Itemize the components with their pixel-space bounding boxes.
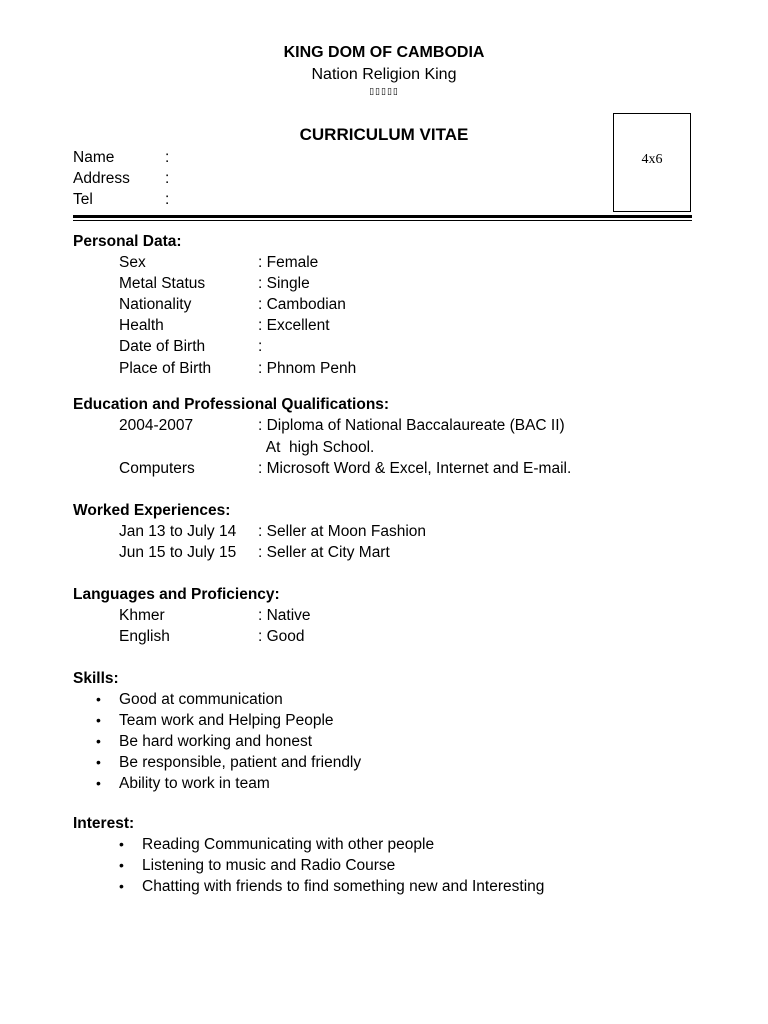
field-label: English bbox=[119, 628, 170, 645]
header-divider-thick bbox=[73, 215, 692, 218]
field-value: : Female bbox=[258, 254, 319, 271]
skill-text: Ability to work in team bbox=[119, 775, 270, 792]
national-motto: Nation Religion King bbox=[311, 66, 457, 83]
section-title-languages: Languages and Proficiency: bbox=[73, 586, 280, 603]
field-label: Computers bbox=[119, 460, 195, 477]
bullet-icon: • bbox=[96, 691, 101, 707]
field-value: : Microsoft Word & Excel, Internet and E-mail. bbox=[258, 460, 572, 477]
section-title-personal: Personal Data: bbox=[73, 233, 182, 250]
field-value: : Native bbox=[258, 607, 311, 624]
field-label: Sex bbox=[119, 254, 146, 271]
field-label: Place of Birth bbox=[119, 360, 212, 377]
field-value: : Cambodian bbox=[258, 296, 346, 313]
field-label: Date of Birth bbox=[119, 338, 206, 355]
field-value: : Good bbox=[258, 628, 305, 645]
photo-size-label: 4x6 bbox=[641, 152, 663, 167]
bullet-icon: • bbox=[119, 836, 124, 852]
section-title-skills: Skills: bbox=[73, 670, 119, 687]
field-label: Nationality bbox=[119, 296, 192, 313]
contact-colon: : bbox=[165, 170, 170, 187]
skill-text: Be responsible, patient and friendly bbox=[119, 754, 362, 771]
bullet-icon: • bbox=[96, 733, 101, 749]
bullet-icon: • bbox=[96, 754, 101, 770]
field-label: 2004-2007 bbox=[119, 417, 194, 434]
contact-label: Name bbox=[73, 149, 115, 166]
interest-text: Listening to music and Radio Course bbox=[142, 857, 396, 874]
ornament-glyphs: ▯▯▯▯▯ bbox=[369, 86, 399, 96]
bullet-icon: • bbox=[96, 712, 101, 728]
field-value: : Diploma of National Baccalaureate (BAC II) bbox=[258, 417, 565, 434]
contact-label: Tel bbox=[73, 191, 93, 208]
contact-colon: : bbox=[165, 149, 170, 166]
field-label: Metal Status bbox=[119, 275, 206, 292]
field-value: : Seller at Moon Fashion bbox=[258, 523, 427, 540]
field-label: Jun 15 to July 15 bbox=[119, 544, 237, 561]
country-heading: KING DOM OF CAMBODIA bbox=[283, 44, 485, 61]
section-title-interest: Interest: bbox=[73, 815, 135, 832]
field-value: : Excellent bbox=[258, 317, 330, 334]
field-label: Health bbox=[119, 317, 164, 334]
bullet-icon: • bbox=[119, 878, 124, 894]
field-label: Khmer bbox=[119, 607, 165, 624]
section-title-work: Worked Experiences: bbox=[73, 502, 231, 519]
field-value: : bbox=[258, 338, 263, 355]
field-label: Jan 13 to July 14 bbox=[119, 523, 237, 540]
skill-text: Good at communication bbox=[119, 691, 283, 708]
contact-label: Address bbox=[73, 170, 130, 187]
field-value: : Phnom Penh bbox=[258, 360, 357, 377]
bullet-icon: • bbox=[119, 857, 124, 873]
field-value: : Single bbox=[258, 275, 310, 292]
skill-text: Be hard working and honest bbox=[119, 733, 313, 750]
field-value: At high School. bbox=[258, 439, 375, 456]
cv-title: CURRICULUM VITAE bbox=[299, 125, 469, 144]
photo-placeholder bbox=[613, 113, 691, 212]
bullet-icon: • bbox=[96, 775, 101, 791]
interest-text: Reading Communicating with other people bbox=[142, 836, 435, 853]
skill-text: Team work and Helping People bbox=[119, 712, 334, 729]
interest-text: Chatting with friends to find something new and Interesting bbox=[142, 878, 545, 895]
section-title-education: Education and Professional Qualifications: bbox=[73, 396, 390, 413]
header-divider-thin bbox=[73, 220, 692, 221]
field-value: : Seller at City Mart bbox=[258, 544, 390, 561]
contact-colon: : bbox=[165, 191, 170, 208]
